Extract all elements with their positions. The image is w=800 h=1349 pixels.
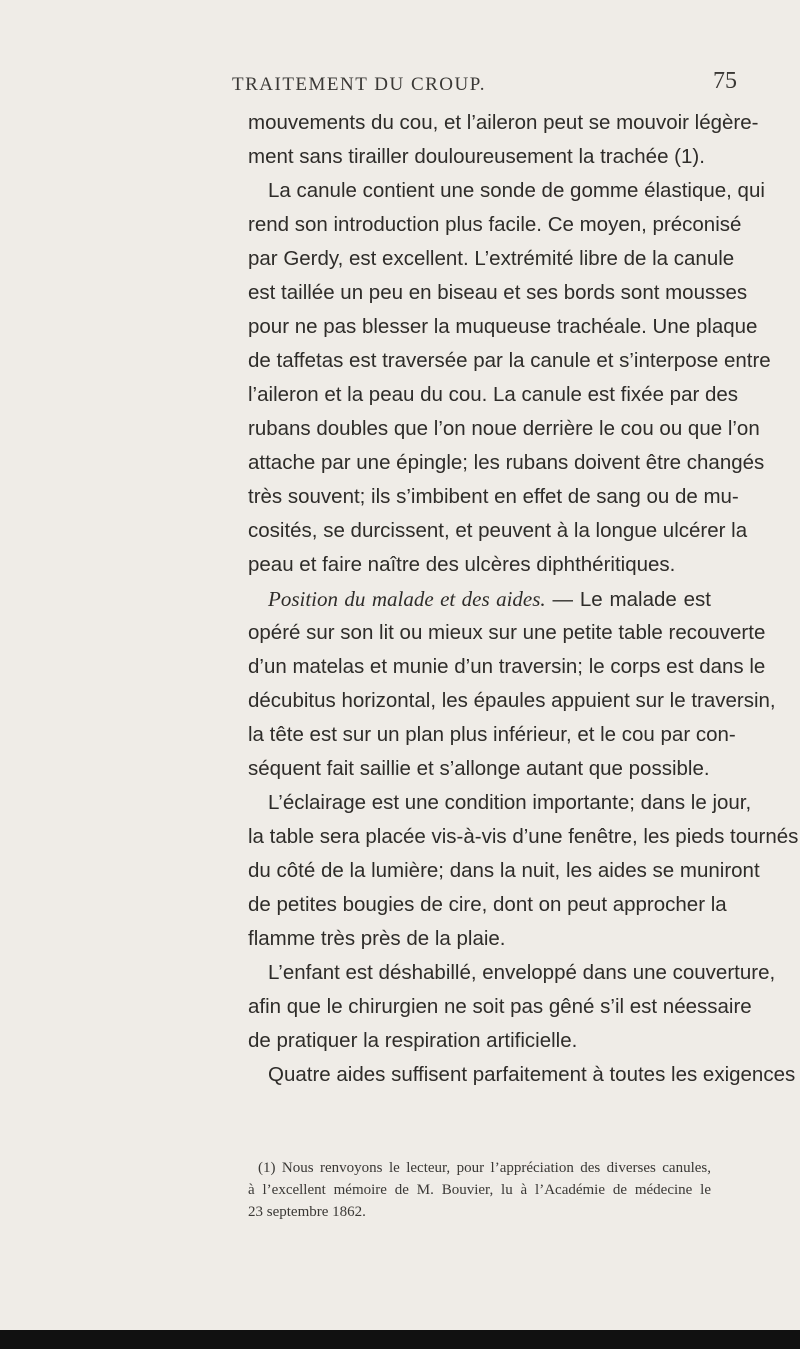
scan-bottom-edge [0,1330,800,1349]
text-line: cosités, se durcissent, et peuvent à la longue ulcérer la [248,519,748,542]
text-line: séquent fait saillie et s’allonge autant que possible. [248,757,710,780]
text-line: L’enfant est déshabillé, enveloppé dans une couverture, [268,961,776,984]
text-line: par Gerdy, est excellent. L’extrémité libre de la canule [248,247,735,270]
text-line: mouvements du cou, et l’aileron peut se mouvoir légère- [248,111,759,134]
text-line: du côté de la lumière; dans la nuit, les aides se muniront [248,859,760,882]
text-line: ment sans tirailler douloureusement la trachée (1). [248,145,705,168]
section-heading-line [248,582,711,616]
text-line: flamme très près de la plaie. [248,927,506,950]
text-line: de pratiquer la respiration artificielle. [248,1029,578,1052]
text-line: pour ne pas blesser la muqueuse trachéale. Une plaque [248,315,758,338]
text-line: l’aileron et la peau du cou. La canule est fixée par des [248,383,739,406]
page-number: 75 [713,68,737,94]
footnote-line: (1) Nous renvoyons le lecteur, pour l’appréciation des diverses canules, [258,1160,711,1176]
text-line: L’éclairage est une condition importante; dans le jour, [268,791,752,814]
text-line: Quatre aides suffisent parfaitement à toutes les exigences [268,1063,796,1086]
text-line: décubitus horizontal, les épaules appuient sur le traversin, [248,689,776,712]
text-line: afin que le chirurgien ne soit pas gêné s’il est néessaire [248,995,752,1018]
text-line: de taffetas est traversée par la canule et s’interpose entre [248,349,771,372]
body-text [248,106,799,1092]
text-line: attache par une épingle; les rubans doivent être changés [248,451,765,474]
section-heading: Position du malade et des aides. [268,587,546,611]
section-heading-continuation: — Le malade est [545,588,711,611]
text-line: la tête est sur un plan plus inférieur, et le cou par con- [248,723,736,746]
text-line: de petites bougies de cire, dont on peut approcher la [248,893,727,916]
text-line: opéré sur son lit ou mieux sur une petite table recouverte [248,621,766,644]
text-line: rubans doubles que l’on noue derrière le cou ou que l’on [248,417,760,440]
text-line: est taillée un peu en biseau et ses bords sont mousses [248,281,748,304]
text-line: très souvent; ils s’imbibent en effet de sang ou de mu- [248,485,739,508]
footnote [248,1157,711,1223]
page-header [0,68,800,98]
text-line: peau et faire naître des ulcères diphthéritiques. [248,553,676,576]
text-line: rend son introduction plus facile. Ce moyen, préconisé [248,213,742,236]
footnote-line: 23 septembre 1862. [248,1204,366,1220]
running-title: TRAITEMENT DU CROUP. [232,74,486,95]
text-line: La canule contient une sonde de gomme élastique, qui [268,179,765,202]
text-line: d’un matelas et munie d’un traversin; le corps est dans le [248,655,766,678]
text-line: la table sera placée vis-à-vis d’une fenêtre, les pieds tournés [248,825,799,848]
footnote-line: à l’excellent mémoire de M. Bouvier, lu à l’Académie de médecine le [248,1182,711,1198]
